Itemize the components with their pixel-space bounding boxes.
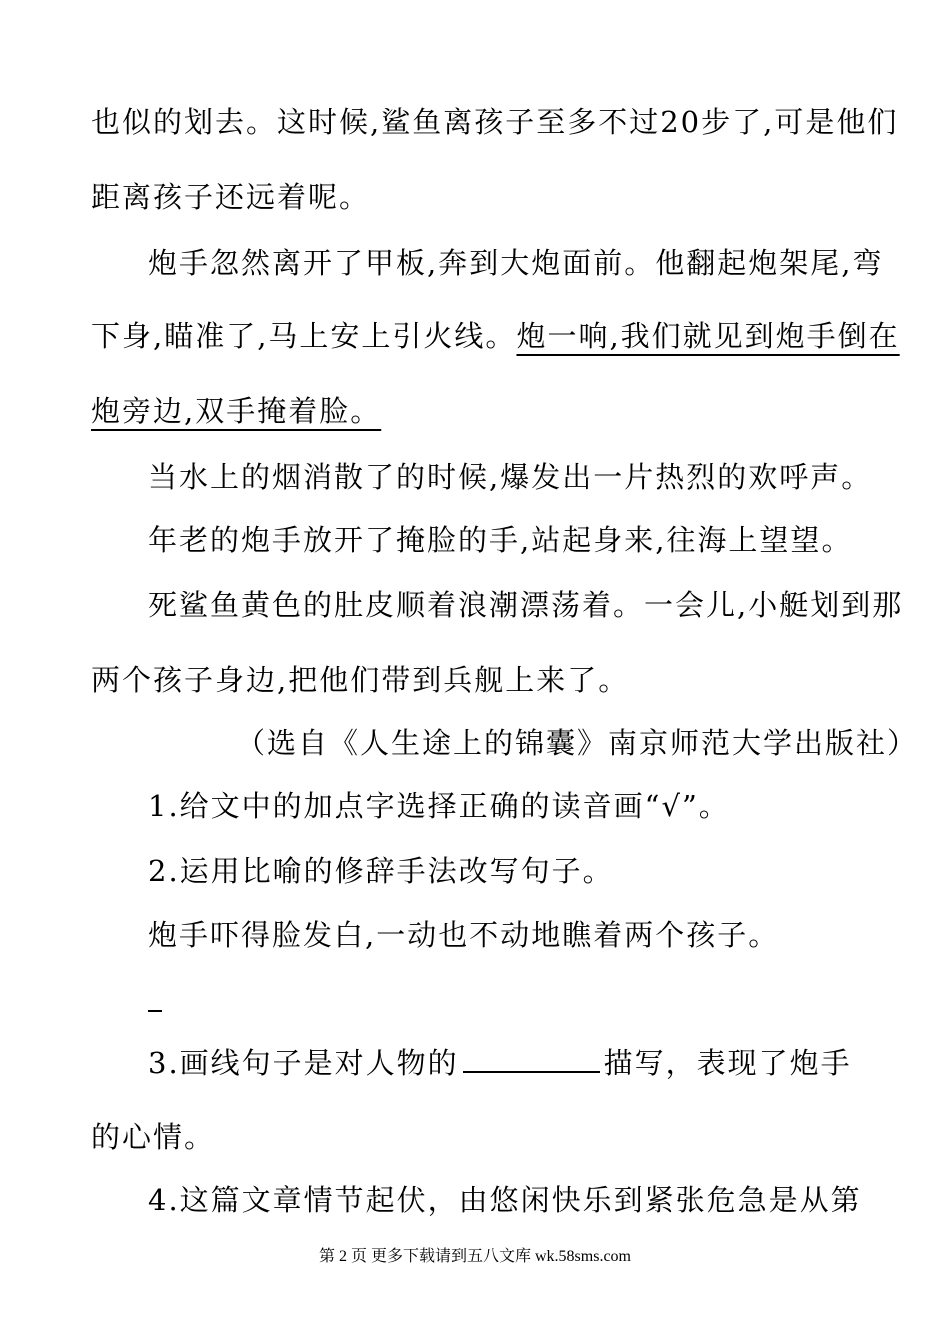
- underlined-sentence-part-1: 炮一响,我们就见到炮手倒在: [516, 319, 900, 353]
- source-citation: （选自《人生途上的锦囊》南京师范大学出版社）: [236, 726, 919, 760]
- answer-line-stub: [148, 1010, 162, 1012]
- question-2-sentence: 炮手吓得脸发白,一动也不动地瞧着两个孩子。: [148, 918, 780, 952]
- paragraph-2-line-3: [91, 391, 381, 431]
- question-3-line-2: 的心情。: [91, 1120, 216, 1154]
- paragraph-5-line-1: 死鲨鱼黄色的肚皮顺着浪潮漂荡着。一会儿,小艇划到那: [148, 588, 904, 622]
- paragraph-2-plain-text: 下身,瞄准了,马上安上引火线。: [91, 319, 517, 353]
- underlined-sentence-part-2: 炮旁边,双手掩着脸。: [91, 394, 382, 428]
- page-footer: 第 2 页 更多下载请到五八文库 wk.58sms.com: [318, 1248, 631, 1265]
- paragraph-1-line-2: 距离孩子还远着呢。: [91, 180, 371, 214]
- paragraph-3: 当水上的烟消散了的时候,爆发出一片热烈的欢呼声。: [148, 460, 873, 494]
- paragraph-2-line-1: 炮手忽然离开了甲板,奔到大炮面前。他翻起炮架尾,弯: [148, 246, 884, 280]
- question-3-before-blank: 3.画线句子是对人物的: [148, 1046, 459, 1080]
- question-4: 4.这篇文章情节起伏，由悠闲快乐到紧张危急是从第: [148, 1183, 862, 1217]
- question-1: 1.给文中的加点字选择正确的读音画“√”。: [148, 789, 730, 823]
- question-2: 2.运用比喻的修辞手法改写句子。: [148, 854, 614, 888]
- paragraph-4: 年老的炮手放开了掩脸的手,站起身来,往海上望望。: [148, 523, 853, 557]
- question-3-line-1: [148, 1043, 852, 1083]
- question-3-after-blank: 描写，表现了炮手: [603, 1046, 852, 1080]
- paragraph-2-line-2: [91, 316, 900, 356]
- paragraph-1-line-1: 也似的划去。这时候,鲨鱼离孩子至多不过20步了,可是他们: [91, 105, 899, 139]
- paragraph-5-line-2: 两个孩子身边,把他们带到兵舰上来了。: [91, 663, 630, 697]
- answer-blank[interactable]: [463, 1045, 600, 1073]
